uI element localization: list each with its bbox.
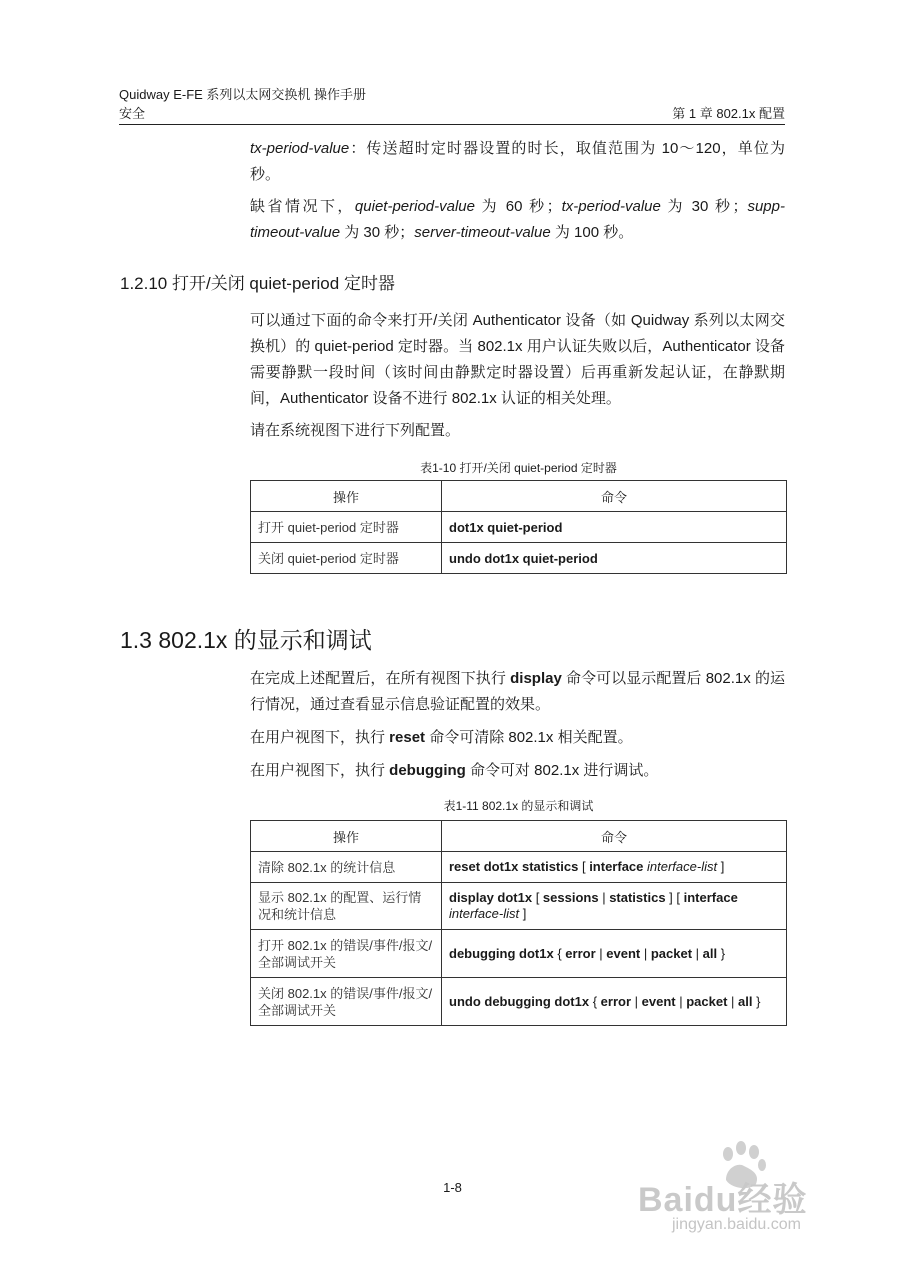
debugging-text-a: 在用户视图下，执行 [250,762,390,779]
section-heading-1-2-10: 1.2.10 打开/关闭 quiet-period 定时器 [120,274,395,293]
cmd-param: interface-list [449,906,520,921]
header-rule [119,124,785,125]
term-tx-period: tx-period-value [250,140,350,157]
cmd-keyword: undo debugging dot1x [449,993,590,1009]
display-text-b: 命令可以显示配置后 802.1x 的运行情况，通过查看显示信息验证配置的效果。 [250,670,786,713]
defaults-paragraph [250,194,785,246]
cmd-keyword: reset dot1x statistics [449,859,579,874]
term-tx-period-2: tx-period-value [561,198,661,215]
display-text-a: 在完成上述配置后，在所有视图下执行 [250,670,511,687]
cmd-sep: } [752,993,761,1009]
display-paragraph [250,666,785,718]
operation-cell: 清除 802.1x 的统计信息 [251,852,442,883]
cmd-sep: | [598,890,610,905]
quiet-period-intro-paragraph: 可以通过下面的命令来打开/关闭 Authenticator 设备（如 Quidway 系列以太网交换机）的 quiet-period 定时器。当 802.1x 用户认证失败以后，Authenticator 设备需要静默一段时间（该时间由静默定时器设置）后再重新发起认证，在静默期间，Authenticator 设备不进行 802.1x 认证的相关处理。 [250,312,785,407]
cmd-param: interface-list [647,859,718,874]
value-tx-period: 为 30 秒； [660,198,748,215]
cmd-keyword: packet [650,945,693,961]
operation-cell: 打开 quiet-period 定时器 [251,512,442,543]
command-cell [442,930,787,978]
keyword-debugging: debugging [389,762,466,779]
cmd-sep: | [675,993,687,1009]
cmd-sep: | [595,945,607,961]
tx-period-desc: ：传送超时定时器设置的时长，取值范围为 10～120，单位为秒。 [250,140,785,183]
page-number: 1-8 [443,1180,462,1195]
cmd-keyword: error [565,945,596,961]
term-supp-timeout: supp-timeout-value [250,198,785,241]
cmd-keyword: statistics [609,890,666,905]
operation-cell: 打开 802.1x 的错误/事件/报文/全部调试开关 [251,930,442,978]
value-quiet-period: 为 60 秒； [475,198,562,215]
cmd-sep: } [717,945,726,961]
watermark-url: jingyan.baidu.com [672,1216,801,1233]
col-header-operation: 操作 [251,481,442,512]
chapter-label: 第 1 章 802.1x 配置 [672,106,785,121]
table-row [251,852,787,883]
quiet-period-table [250,480,787,574]
debugging-paragraph [250,758,785,784]
cmd-keyword: all [738,993,753,1009]
system-view-note: 请在系统视图下进行下列配置。 [250,422,461,439]
cmd-keyword: packet [686,993,728,1009]
cmd-sep: [ [532,890,543,905]
cmd-sep: | [692,945,703,961]
section-label: 安全 [119,106,146,121]
command-cell [442,883,787,930]
section-heading-1-3: 1.3 802.1x 的显示和调试 [120,627,372,653]
cmd-sep: ] [717,859,725,874]
reset-text-a: 在用户视图下，执行 [250,729,390,746]
reset-paragraph [250,725,785,751]
cmd-keyword: error [600,993,632,1009]
table-row [251,930,787,978]
cmd-keyword: all [702,945,718,961]
table-header-row [251,821,787,852]
cmd-keyword: event [641,993,676,1009]
cmd-sep: { [553,945,566,961]
table-row [251,543,787,574]
cmd-sep: | [640,945,651,961]
cmd-keyword: interface [589,859,644,874]
keyword-display: display [510,670,562,687]
defaults-lead: 缺省情况下， [250,198,355,215]
operation-cell: 关闭 802.1x 的错误/事件/报文/全部调试开关 [251,978,442,1026]
cmd-keyword: display dot1x [449,890,533,905]
cmd-sep: [ [578,859,590,874]
display-debug-table [250,820,787,1026]
cmd-sep: ] [ [665,890,684,905]
command-cell [442,978,787,1026]
cmd-sep: | [631,993,642,1009]
cmd-keyword: debugging dot1x [449,945,554,961]
command-cell: dot1x quiet-period [442,512,787,543]
cmd-sep: { [589,993,601,1009]
operation-cell: 显示 802.1x 的配置、运行情况和统计信息 [251,883,442,930]
col-header-command: 命令 [442,821,787,852]
term-quiet-period: quiet-period-value [354,198,475,215]
value-supp-timeout: 为 30 秒； [340,224,415,241]
tx-period-paragraph [250,136,785,188]
col-header-operation: 操作 [251,821,442,852]
watermark-brand: Baidu经验 [638,1181,808,1219]
table-row [251,512,787,543]
table-row [251,978,787,1026]
term-server-timeout: server-timeout-value [414,224,551,241]
cmd-sep: ] [519,906,527,921]
cmd-keyword: interface [683,890,738,905]
doc-title: Quidway E-FE 系列以太网交换机 操作手册 [119,87,367,102]
table-caption-1-10: 表1-10 打开/关闭 quiet-period 定时器 [420,461,617,475]
table-header-row [251,481,787,512]
operation-cell: 关闭 quiet-period 定时器 [251,543,442,574]
cmd-sep: | [727,993,739,1009]
command-cell [442,852,787,883]
value-server-timeout: 为 100 秒。 [550,224,634,241]
cmd-keyword: event [606,945,641,961]
table-caption-1-11: 表1-11 802.1x 的显示和调试 [443,799,594,813]
debugging-text-b: 命令可对 802.1x 进行调试。 [465,762,659,779]
keyword-reset: reset [389,729,426,746]
command-cell: undo dot1x quiet-period [442,543,787,574]
table-row [251,883,787,930]
col-header-command: 命令 [442,481,787,512]
cmd-keyword: sessions [542,890,599,905]
reset-text-b: 命令可清除 802.1x 相关配置。 [425,729,633,746]
